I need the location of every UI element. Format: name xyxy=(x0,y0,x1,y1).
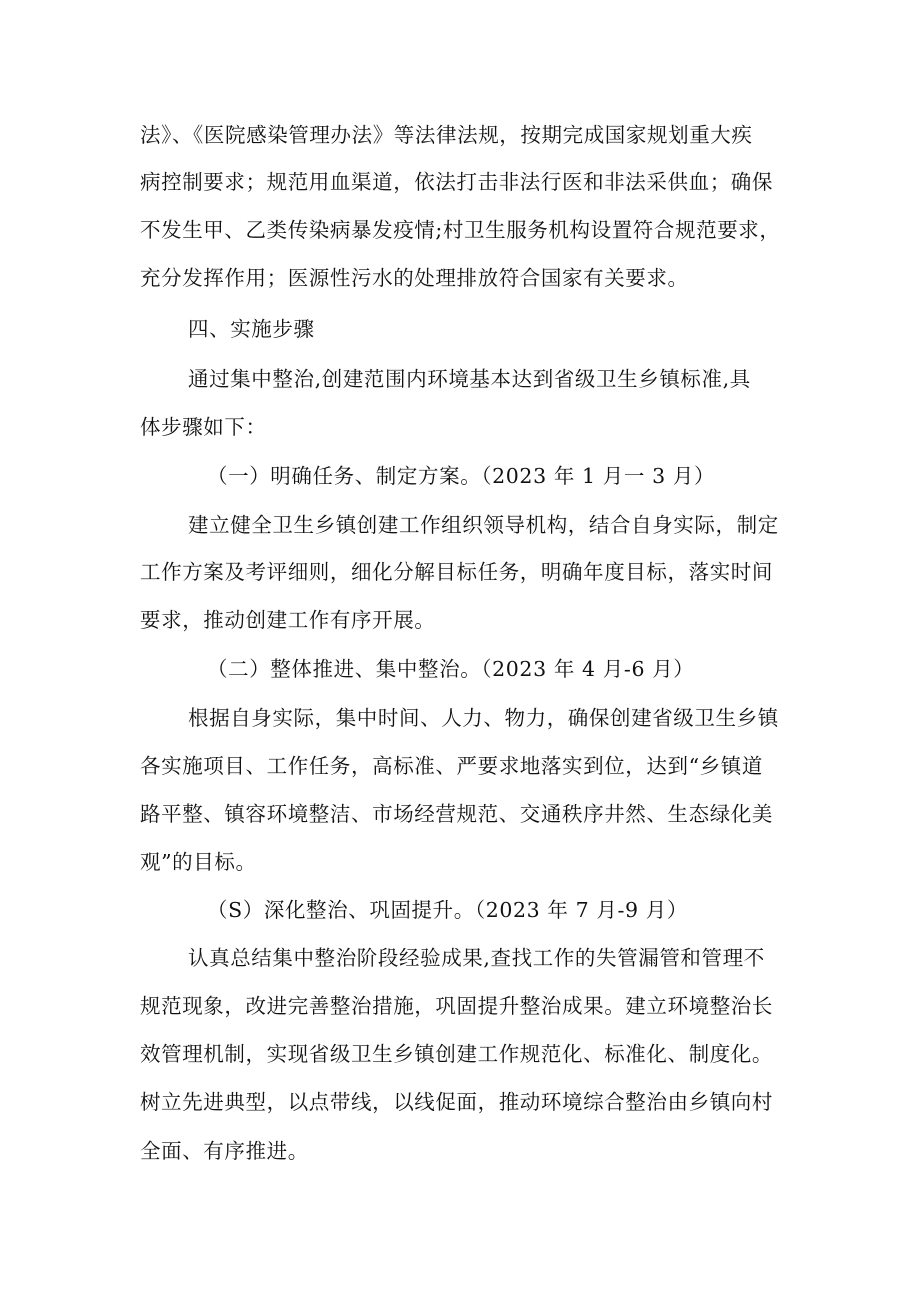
paragraph-line: 路平整、镇容环境整洁、市场经营规范、交通秩序井然、生态绿化美 xyxy=(140,802,773,826)
paragraph-line: 体步骤如下： xyxy=(140,415,267,439)
paragraph-line: 不发生甲、乙类传染病暴发疫情;村卫生服务机构设置符合规范要求， xyxy=(140,218,781,242)
paragraph-line: 法》、《医院感染管理办法》等法律法规，按期完成国家规划重大疾 xyxy=(140,123,753,147)
paragraph-line: 效管理机制，实现省级卫生乡镇创建工作规范化、标准化、制度化。 xyxy=(140,1042,773,1066)
paragraph-line: 规范现象，改进完善整治措施，巩固提升整治成果。建立环境整治长 xyxy=(140,994,773,1018)
section-heading: 四、实施步骤 xyxy=(188,317,315,341)
step-title: （一）明确任务、制定方案。（2023 年 1 月一 3 月） xyxy=(207,464,716,488)
step-title: （二）整体推进、集中整治。（2023 年 4 月-6 月） xyxy=(207,657,695,681)
step-title: （S）深化整治、巩固提升。（2023 年 7 月-9 月） xyxy=(207,898,688,922)
paragraph-line: 根据自身实际，集中时间、人力、物力，确保创建省级卫生乡镇 xyxy=(188,706,779,730)
paragraph-line: 工作方案及考评细则，细化分解目标任务，明确年度目标，落实时间 xyxy=(140,560,773,584)
paragraph-line: 病控制要求；规范用血渠道，依法打击非法行医和非法采供血；确保 xyxy=(140,170,773,194)
paragraph-line: 通过集中整治,创建范围内环境基本达到省级卫生乡镇标准,具 xyxy=(188,367,751,391)
paragraph-line: 全面、有序推进。 xyxy=(140,1139,309,1163)
paragraph-line: 各实施项目、工作任务，高标准、严要求地落实到位，达到“乡镇道 xyxy=(140,754,763,778)
paragraph-line: 认真总结集中整治阶段经验成果,查找工作的失管漏管和管理不 xyxy=(188,946,765,970)
paragraph-line: 树立先进典型，以点带线，以线促面，推动环境综合整治由乡镇向村 xyxy=(140,1090,773,1114)
paragraph-line: 建立健全卫生乡镇创建工作组织领导机构，结合自身实际，制定 xyxy=(188,513,779,537)
paragraph-line: 观”的目标。 xyxy=(140,850,257,874)
paragraph-line: 充分发挥作用；医源性污水的处理排放符合国家有关要求。 xyxy=(140,266,689,290)
paragraph-line: 要求，推动创建工作有序开展。 xyxy=(140,608,436,632)
